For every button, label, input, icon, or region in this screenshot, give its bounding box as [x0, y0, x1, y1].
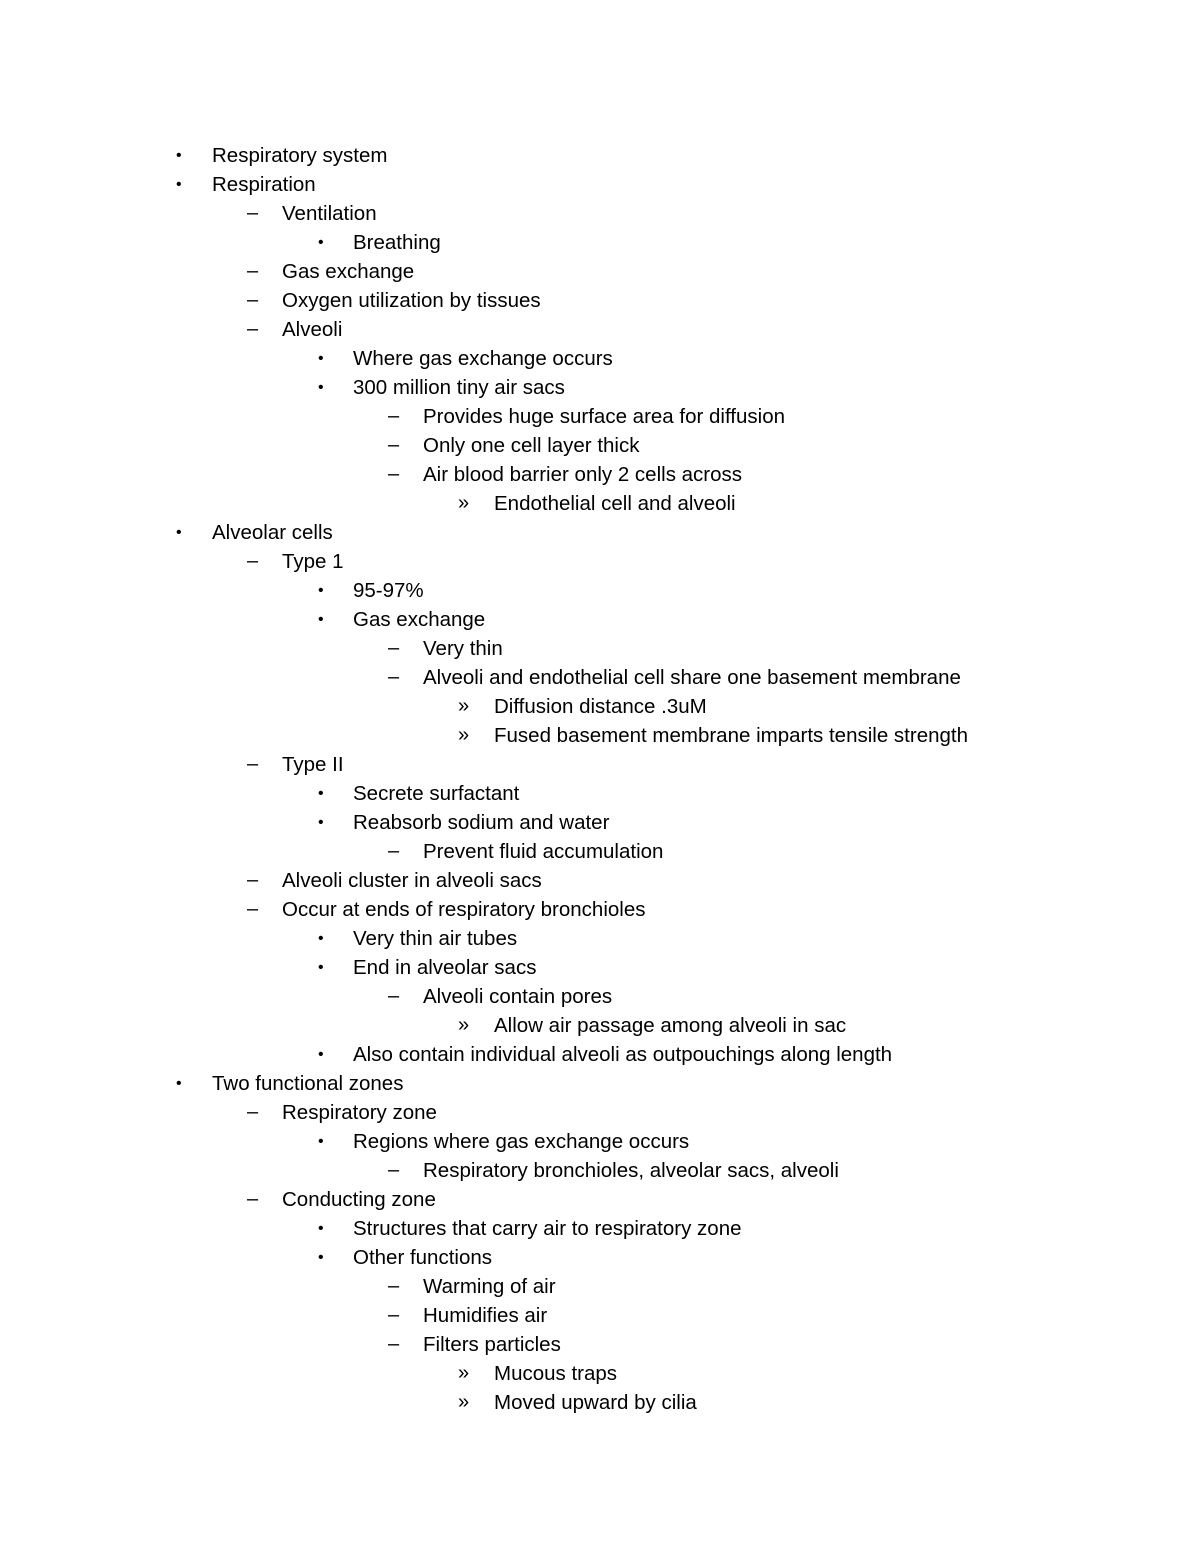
outline-item — [0, 286, 1200, 315]
bullet-marker: • — [176, 524, 182, 541]
outline-item-text: Gas exchange — [353, 608, 486, 631]
outline-item-text: Other functions — [353, 1246, 493, 1269]
bullet-marker: • — [318, 785, 324, 802]
outline-item — [0, 576, 1200, 605]
outline-item-text: Respiratory zone — [282, 1101, 437, 1124]
outline-item-text: Breathing — [353, 231, 441, 254]
dash-marker: – — [247, 898, 259, 920]
outline-item — [0, 1388, 1200, 1417]
outline-item — [0, 1214, 1200, 1243]
outline-item-text: Provides huge surface area for diffusion — [423, 405, 786, 428]
dash-marker: – — [247, 260, 259, 282]
outline-item — [0, 982, 1200, 1011]
bullet-marker: • — [318, 1046, 324, 1063]
outline-item — [0, 895, 1200, 924]
outline-item-text: 300 million tiny air sacs — [353, 376, 565, 399]
bullet-marker: • — [318, 234, 324, 251]
outline-item-text: Where gas exchange occurs — [353, 347, 613, 370]
outline-item-text: Ventilation — [282, 202, 377, 225]
dash-marker: – — [247, 1101, 259, 1123]
outline-item-text: Diffusion distance .3uM — [494, 695, 707, 718]
bullet-marker: • — [318, 1220, 324, 1237]
outline-item-text: Regions where gas exchange occurs — [353, 1130, 690, 1153]
outline-item — [0, 721, 1200, 750]
outline-item — [0, 373, 1200, 402]
outline-item-text: Respiratory bronchioles, alveolar sacs, alveoli — [423, 1159, 839, 1182]
outline-item-text: Type II — [282, 753, 344, 776]
outline-item — [0, 808, 1200, 837]
outline-item — [0, 1330, 1200, 1359]
outline-item — [0, 1011, 1200, 1040]
outline-item — [0, 1069, 1200, 1098]
outline-item-text: End in alveolar sacs — [353, 956, 537, 979]
outline-item-text: Secrete surfactant — [353, 782, 520, 805]
outline-item — [0, 1301, 1200, 1330]
chevron-marker: » — [458, 1014, 470, 1036]
dash-marker: – — [388, 666, 400, 688]
outline-item — [0, 518, 1200, 547]
outline-item-text: Endothelial cell and alveoli — [494, 492, 736, 515]
outline-item-text: Also contain individual alveoli as outpouchings along length — [353, 1043, 893, 1066]
outline-item-text: Air blood barrier only 2 cells across — [423, 463, 743, 486]
bullet-marker: • — [318, 930, 324, 947]
bullet-marker: • — [176, 1075, 182, 1092]
outline-item-text: Allow air passage among alveoli in sac — [494, 1014, 847, 1037]
dash-marker: – — [247, 869, 259, 891]
outline-item — [0, 489, 1200, 518]
bullet-marker: • — [318, 814, 324, 831]
outline-item — [0, 199, 1200, 228]
chevron-marker: » — [458, 695, 470, 717]
outline-item — [0, 605, 1200, 634]
outline-item-text: Gas exchange — [282, 260, 415, 283]
outline-item — [0, 460, 1200, 489]
dash-marker: – — [388, 1304, 400, 1326]
bullet-marker: • — [318, 1249, 324, 1266]
outline-item — [0, 663, 1200, 692]
dash-marker: – — [247, 550, 259, 572]
bullet-marker: • — [318, 611, 324, 628]
outline-item — [0, 1098, 1200, 1127]
outline-item-text: Structures that carry air to respiratory zone — [353, 1217, 742, 1240]
outline-item-text: Alveoli cluster in alveoli sacs — [282, 869, 542, 892]
dash-marker: – — [247, 318, 259, 340]
outline-item — [0, 1127, 1200, 1156]
outline-item — [0, 257, 1200, 286]
outline-item — [0, 170, 1200, 199]
outline-item — [0, 634, 1200, 663]
bullet-marker: • — [176, 147, 182, 164]
outline-item — [0, 953, 1200, 982]
outline-item — [0, 1272, 1200, 1301]
outline-item-text: Alveolar cells — [212, 521, 333, 544]
outline-item-text: Only one cell layer thick — [423, 434, 640, 457]
dash-marker: – — [247, 202, 259, 224]
outline-item — [0, 228, 1200, 257]
bullet-marker: • — [176, 176, 182, 193]
chevron-marker: » — [458, 1362, 470, 1384]
outline-item — [0, 750, 1200, 779]
outline-item — [0, 315, 1200, 344]
chevron-marker: » — [458, 1391, 470, 1413]
outline-item-text: Mucous traps — [494, 1362, 618, 1385]
outline-item — [0, 1185, 1200, 1214]
outline-item-text: Two functional zones — [212, 1072, 404, 1095]
outline-item-text: 95-97% — [353, 579, 424, 602]
dash-marker: – — [388, 985, 400, 1007]
dash-marker: – — [388, 1333, 400, 1355]
outline-item-text: Filters particles — [423, 1333, 561, 1356]
bullet-marker: • — [318, 350, 324, 367]
outline-item — [0, 692, 1200, 721]
outline-item — [0, 924, 1200, 953]
outline-item — [0, 402, 1200, 431]
outline-item-text: Prevent fluid accumulation — [423, 840, 664, 863]
chevron-marker: » — [458, 724, 470, 746]
outline-item-text: Alveoli and endothelial cell share one basement membrane — [423, 666, 961, 689]
outline-item — [0, 344, 1200, 373]
dash-marker: – — [247, 753, 259, 775]
outline-item-text: Moved upward by cilia — [494, 1391, 697, 1414]
outline-list — [0, 141, 1200, 1417]
outline-item-text: Reabsorb sodium and water — [353, 811, 610, 834]
bullet-marker: • — [318, 379, 324, 396]
dash-marker: – — [388, 434, 400, 456]
bullet-marker: • — [318, 959, 324, 976]
outline-item-text: Occur at ends of respiratory bronchioles — [282, 898, 646, 921]
outline-item-text: Conducting zone — [282, 1188, 436, 1211]
outline-item-text: Type 1 — [282, 550, 344, 573]
dash-marker: – — [247, 1188, 259, 1210]
outline-item-text: Alveoli contain pores — [423, 985, 613, 1008]
dash-marker: – — [388, 463, 400, 485]
outline-item-text: Fused basement membrane imparts tensile strength — [494, 724, 969, 747]
outline-item — [0, 1156, 1200, 1185]
dash-marker: – — [388, 637, 400, 659]
bullet-marker: • — [318, 1133, 324, 1150]
outline-item-text: Oxygen utilization by tissues — [282, 289, 541, 312]
outline-item-text: Respiration — [212, 173, 316, 196]
outline-item — [0, 141, 1200, 170]
dash-marker: – — [388, 840, 400, 862]
bullet-marker: • — [318, 582, 324, 599]
chevron-marker: » — [458, 492, 470, 514]
outline-item — [0, 547, 1200, 576]
outline-item — [0, 1359, 1200, 1388]
outline-item-text: Humidifies air — [423, 1304, 548, 1327]
dash-marker: – — [388, 1275, 400, 1297]
outline-item — [0, 837, 1200, 866]
outline-item — [0, 779, 1200, 808]
outline-item — [0, 1243, 1200, 1272]
outline-item-text: Alveoli — [282, 318, 343, 341]
dash-marker: – — [247, 289, 259, 311]
dash-marker: – — [388, 405, 400, 427]
outline-item-text: Very thin — [423, 637, 503, 660]
outline-item-text: Respiratory system — [212, 144, 388, 167]
outline-item — [0, 431, 1200, 460]
outline-item-text: Warming of air — [423, 1275, 556, 1298]
outline-item — [0, 866, 1200, 895]
dash-marker: – — [388, 1159, 400, 1181]
outline-item — [0, 1040, 1200, 1069]
outline-item-text: Very thin air tubes — [353, 927, 518, 950]
